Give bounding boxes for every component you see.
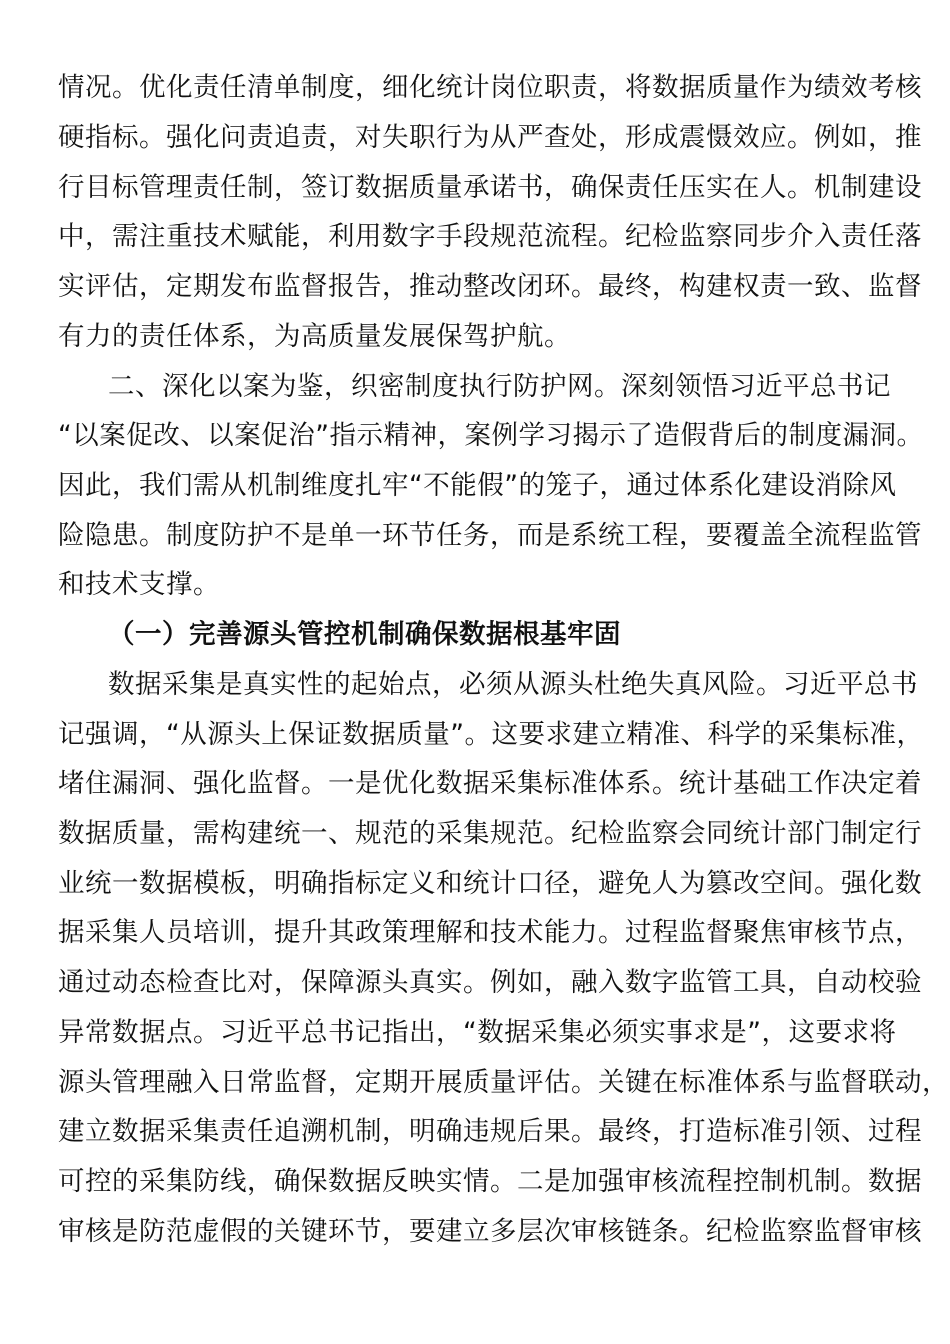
text-line: 实评估，定期发布监督报告，推动整改闭环。最终，构建权责一致、监督 [58,271,922,302]
text-line: 异常数据点。习近平总书记指出，“数据采集必须实事求是”，这要求将 [58,1017,897,1048]
section-heading: （一）完善源头管控机制确保数据根基牢固 [108,619,621,650]
text-line: 和技术支撑。 [58,569,220,600]
text-line: 因此，我们需从机制维度扎牢“不能假”的笼子，通过体系化建设消除风 [58,470,897,501]
text-line: 硬指标。强化问责追责，对失职行为从严查处，形成震慑效应。例如，推 [58,122,922,153]
text-line: 行目标管理责任制，签订数据质量承诺书，确保责任压实在人。机制建设 [58,172,922,203]
text-line: 可控的采集防线，确保数据反映实情。二是加强审核流程控制机制。数据 [58,1166,922,1197]
text-line: 险隐患。制度防护不是单一环节任务，而是系统工程，要覆盖全流程监管 [58,520,922,551]
text-line: 有力的责任体系，为高质量发展保驾护航。 [58,321,571,352]
text-line: 源头管理融入日常监督，定期开展质量评估。关键在标准体系与监督联动， [58,1067,949,1098]
text-line: “以案促改、以案促治”指示精神，案例学习揭示了造假背后的制度漏洞。 [58,420,924,451]
text-line: 通过动态检查比对，保障源头真实。例如，融入数字监管工具，自动校验 [58,967,922,998]
text-line: 据采集人员培训，提升其政策理解和技术能力。过程监督聚焦审核节点， [58,917,922,948]
text-line: 业统一数据模板，明确指标定义和统计口径，避免人为篡改空间。强化数 [58,868,922,899]
text-line: 中，需注重技术赋能，利用数字手段规范流程。纪检监察同步介入责任落 [58,221,922,252]
text-line: 数据采集是真实性的起始点，必须从源头杜绝失真风险。习近平总书 [108,669,918,700]
text-line: 数据质量，需构建统一、规范的采集规范。纪检监察会同统计部门制定行 [58,818,922,849]
text-line: 情况。优化责任清单制度，细化统计岗位职责，将数据质量作为绩效考核 [58,72,922,103]
text-line: 二、深化以案为鉴，织密制度执行防护网。深刻领悟习近平总书记 [108,371,891,402]
text-line: 堵住漏洞、强化监督。一是优化数据采集标准体系。统计基础工作决定着 [58,768,922,799]
text-line: 审核是防范虚假的关键环节，要建立多层次审核链条。纪检监察监督审核 [58,1216,922,1247]
text-line: 建立数据采集责任追溯机制，明确违规后果。最终，打造标准引领、过程 [58,1116,922,1147]
text-line: 记强调，“从源头上保证数据质量”。这要求建立精准、科学的采集标准， [58,719,924,750]
